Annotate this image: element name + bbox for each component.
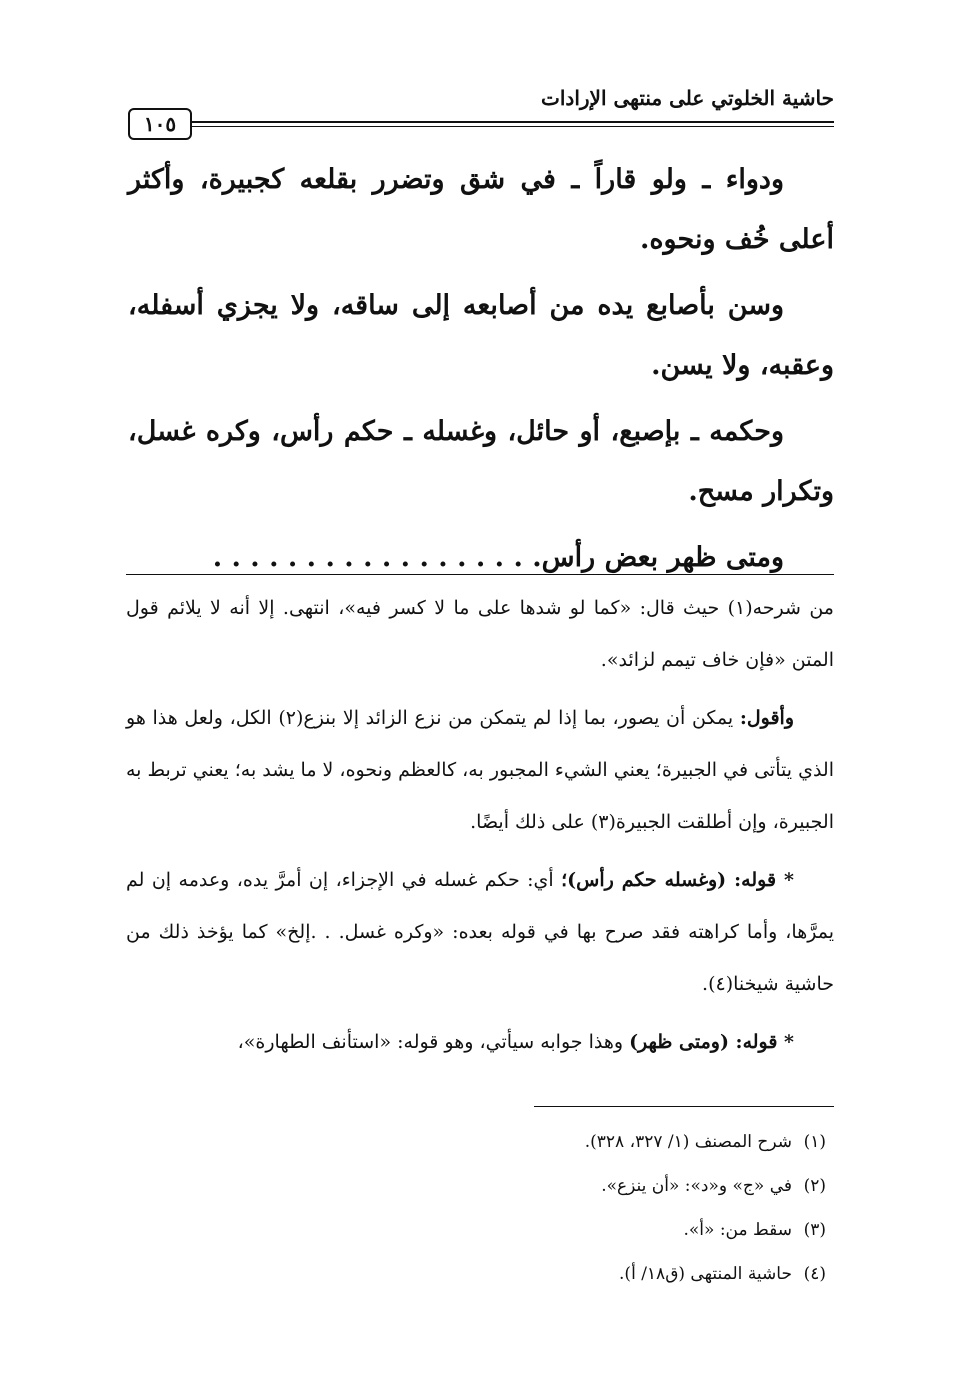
footnote-number: (٣) xyxy=(803,1220,826,1240)
commentary-label: وأقول: xyxy=(739,707,794,729)
footnotes xyxy=(126,1120,834,1296)
footnote-text: سقط من: «أ». xyxy=(683,1220,792,1240)
commentary-text: وهذا جوابه سيأتي، وهو قوله: «استأنف الطهارة»، xyxy=(237,1031,624,1053)
running-header-title: حاشية الخلوتي على منتهى الإرادات xyxy=(541,86,834,110)
footnote xyxy=(126,1208,834,1252)
footnote-text: شرح المصنف (١/ ٣٢٧، ٣٢٨). xyxy=(584,1132,792,1152)
main-paragraph xyxy=(128,402,834,522)
main-text xyxy=(128,150,834,594)
section-divider xyxy=(126,574,834,575)
commentary-paragraph xyxy=(126,1016,834,1068)
footnote xyxy=(126,1252,834,1296)
main-paragraph-text: ودواء ـ ولو قاراً ـ في شق وتضرر بقلعه كجبيرة، وأكثر أعلى خُف ونحوه. xyxy=(128,164,834,255)
footnote xyxy=(126,1120,834,1164)
footnote-number: (٢) xyxy=(803,1176,826,1196)
commentary-label: * قوله: (ومتى ظهر) xyxy=(629,1031,794,1053)
header-rule xyxy=(192,121,834,127)
commentary-paragraph xyxy=(126,582,834,686)
commentary-label: * قوله: (وغسله حكم رأس)؛ xyxy=(561,869,794,891)
commentary-text: أي: حكم غسله في الإجزاء، إن أمرَّ يده، وعدمه إن لم يمرَّها، وأما كراهته فقد صرح بها في قوله بعده: «وكره غسل. . .إلخ» كما يؤخذ ذلك من حاشية شيخنا(٤). xyxy=(126,869,834,995)
main-paragraph-text: ومتى ظهر بعض رأس. . . . . . . . . . . . . . . . . . xyxy=(212,542,784,573)
commentary xyxy=(126,582,834,1074)
commentary-text: من شرحه(١) حيث قال: «كما لو شدها على ما لا كسر فيه»، انتهى. إلا أنه لا يلائم قول المتن «فإن خاف تيمم لزائد». xyxy=(126,597,834,671)
footnote-text: في «ج» و«د»: «أن ينزع». xyxy=(601,1176,792,1196)
commentary-paragraph xyxy=(126,692,834,848)
main-paragraph xyxy=(128,150,834,270)
commentary-paragraph xyxy=(126,854,834,1010)
page-number: ١٠٥ xyxy=(128,108,192,140)
footnote-number: (١) xyxy=(803,1132,826,1152)
main-paragraph-text: وسن بأصابع يده من أصابعه إلى ساقه، ولا يجزي أسفله، وعقبه، ولا يسن. xyxy=(128,290,834,381)
footnote xyxy=(126,1164,834,1208)
footnote-text: حاشية المنتهى (ق١٨/ أ). xyxy=(619,1264,792,1284)
commentary-text: يمكن أن يصور، بما إذا لم يتمكن من نزع الزائد إلا بنزع(٢) الكل، ولعل هذا هو الذي يتأتى في الجبيرة؛ يعني الشيء المجبور به، كالعظم ونحوه، لا ما يشد به؛ يعني تربط به الجبيرة، وإن أطلقت الجبيرة(٣) على ذلك أيضًا. xyxy=(126,707,834,833)
footnote-number: (٤) xyxy=(803,1264,826,1284)
main-paragraph xyxy=(128,528,834,588)
main-paragraph xyxy=(128,276,834,396)
footnote-divider xyxy=(534,1106,834,1107)
main-paragraph-text: وحكمه ـ بإصبع، أو حائل، وغسله ـ حكم رأس، وكره غسل، وتكرار مسح. xyxy=(128,416,834,507)
